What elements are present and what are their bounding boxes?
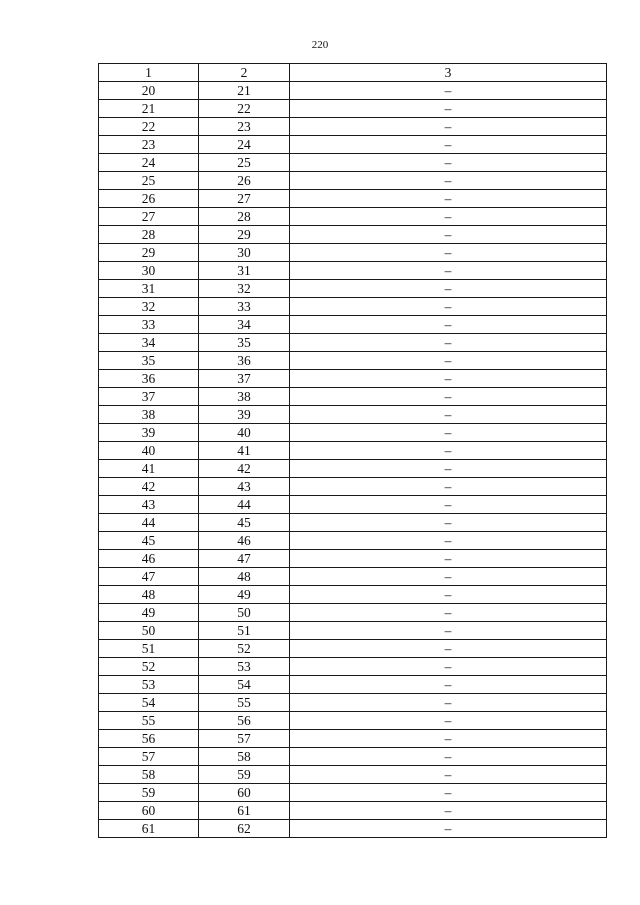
table-cell-col-3: –: [290, 352, 607, 370]
table-cell-col-3: –: [290, 136, 607, 154]
table-cell-col-3: –: [290, 424, 607, 442]
table-row: [99, 586, 607, 604]
table-row: [99, 460, 607, 478]
table-cell-col-3: –: [290, 226, 607, 244]
table-cell-col-1: 37: [99, 388, 199, 406]
table-cell-col-1: 46: [99, 550, 199, 568]
table-cell-col-1: 45: [99, 532, 199, 550]
table-cell-col-1: 24: [99, 154, 199, 172]
table-cell-col-2: 61: [199, 802, 290, 820]
table-cell-col-2: 44: [199, 496, 290, 514]
table-row: [99, 316, 607, 334]
table-cell-col-3: –: [290, 154, 607, 172]
table-cell-col-2: 57: [199, 730, 290, 748]
header-cell-col-1: 1: [99, 64, 199, 82]
table-cell-col-1: 43: [99, 496, 199, 514]
table-cell-col-2: 28: [199, 208, 290, 226]
table-cell-col-3: –: [290, 388, 607, 406]
page-number: 220: [311, 39, 329, 51]
table-cell-col-2: 40: [199, 424, 290, 442]
table-cell-col-1: 33: [99, 316, 199, 334]
table-cell-col-1: 55: [99, 712, 199, 730]
table-cell-col-3: –: [290, 478, 607, 496]
table-cell-col-3: –: [290, 712, 607, 730]
table-cell-col-2: 29: [199, 226, 290, 244]
table-cell-col-2: 53: [199, 658, 290, 676]
data-table: [98, 63, 607, 838]
table-cell-col-3: –: [290, 604, 607, 622]
table-cell-col-2: 50: [199, 604, 290, 622]
table-cell-col-1: 41: [99, 460, 199, 478]
table-cell-col-2: 21: [199, 82, 290, 100]
table-row: [99, 532, 607, 550]
table-body: [99, 64, 607, 838]
table-cell-col-2: 30: [199, 244, 290, 262]
table-cell-col-1: 50: [99, 622, 199, 640]
table-cell-col-1: 49: [99, 604, 199, 622]
table-cell-col-1: 34: [99, 334, 199, 352]
table-row: [99, 748, 607, 766]
table-cell-col-3: –: [290, 514, 607, 532]
table-row: [99, 820, 607, 838]
table-cell-col-1: 52: [99, 658, 199, 676]
table-cell-col-3: –: [290, 550, 607, 568]
table-row: [99, 172, 607, 190]
table-row: [99, 568, 607, 586]
table-cell-col-2: 26: [199, 172, 290, 190]
table-cell-col-3: –: [290, 766, 607, 784]
table-cell-col-3: –: [290, 406, 607, 424]
table-cell-col-3: –: [290, 694, 607, 712]
table-row: [99, 154, 607, 172]
table-cell-col-1: 36: [99, 370, 199, 388]
table-cell-col-1: 26: [99, 190, 199, 208]
table-cell-col-2: 38: [199, 388, 290, 406]
table-header-row: [99, 64, 607, 82]
table-cell-col-3: –: [290, 784, 607, 802]
table-cell-col-2: 22: [199, 100, 290, 118]
table-cell-col-2: 31: [199, 262, 290, 280]
table-row: [99, 766, 607, 784]
table-cell-col-3: –: [290, 496, 607, 514]
table-row: [99, 658, 607, 676]
table-row: [99, 676, 607, 694]
table-cell-col-2: 62: [199, 820, 290, 838]
table-cell-col-2: 59: [199, 766, 290, 784]
table-cell-col-1: 25: [99, 172, 199, 190]
table-cell-col-1: 60: [99, 802, 199, 820]
table-cell-col-3: –: [290, 172, 607, 190]
table-row: [99, 550, 607, 568]
table-row: [99, 262, 607, 280]
table-cell-col-1: 61: [99, 820, 199, 838]
table-row: [99, 208, 607, 226]
table-cell-col-1: 38: [99, 406, 199, 424]
table-row: [99, 784, 607, 802]
table-cell-col-3: –: [290, 280, 607, 298]
table-cell-col-2: 52: [199, 640, 290, 658]
header-cell-col-3: 3: [290, 64, 607, 82]
table-cell-col-2: 27: [199, 190, 290, 208]
header-cell-col-2: 2: [199, 64, 290, 82]
table-cell-col-3: –: [290, 676, 607, 694]
table-cell-col-2: 48: [199, 568, 290, 586]
table-cell-col-1: 42: [99, 478, 199, 496]
table-cell-col-2: 42: [199, 460, 290, 478]
table-cell-col-2: 39: [199, 406, 290, 424]
table-cell-col-3: –: [290, 460, 607, 478]
table-cell-col-3: –: [290, 622, 607, 640]
table-cell-col-1: 29: [99, 244, 199, 262]
table-cell-col-1: 44: [99, 514, 199, 532]
table-cell-col-2: 24: [199, 136, 290, 154]
table-row: [99, 100, 607, 118]
table-cell-col-1: 51: [99, 640, 199, 658]
table-cell-col-1: 21: [99, 100, 199, 118]
table-cell-col-3: –: [290, 442, 607, 460]
table-cell-col-2: 60: [199, 784, 290, 802]
table-cell-col-1: 47: [99, 568, 199, 586]
table-cell-col-1: 20: [99, 82, 199, 100]
table-row: [99, 514, 607, 532]
table-row: [99, 82, 607, 100]
table-cell-col-2: 47: [199, 550, 290, 568]
table-cell-col-1: 28: [99, 226, 199, 244]
table-cell-col-3: –: [290, 802, 607, 820]
table-cell-col-3: –: [290, 334, 607, 352]
table-cell-col-2: 25: [199, 154, 290, 172]
table-cell-col-3: –: [290, 820, 607, 838]
table-row: [99, 352, 607, 370]
table-row: [99, 712, 607, 730]
table-cell-col-2: 46: [199, 532, 290, 550]
table-row: [99, 334, 607, 352]
table-cell-col-2: 45: [199, 514, 290, 532]
table-row: [99, 136, 607, 154]
table-cell-col-3: –: [290, 190, 607, 208]
table-row: [99, 190, 607, 208]
table-row: [99, 298, 607, 316]
table-cell-col-2: 23: [199, 118, 290, 136]
table-cell-col-1: 58: [99, 766, 199, 784]
table-row: [99, 496, 607, 514]
table-cell-col-3: –: [290, 262, 607, 280]
table-cell-col-1: 32: [99, 298, 199, 316]
table-cell-col-3: –: [290, 100, 607, 118]
table-cell-col-3: –: [290, 82, 607, 100]
table-row: [99, 478, 607, 496]
table-cell-col-1: 39: [99, 424, 199, 442]
table-cell-col-3: –: [290, 640, 607, 658]
table-cell-col-3: –: [290, 568, 607, 586]
table-cell-col-2: 54: [199, 676, 290, 694]
table-row: [99, 730, 607, 748]
table-cell-col-1: 56: [99, 730, 199, 748]
table-cell-col-3: –: [290, 208, 607, 226]
table-cell-col-2: 36: [199, 352, 290, 370]
table-cell-col-2: 34: [199, 316, 290, 334]
table-row: [99, 244, 607, 262]
table-cell-col-2: 55: [199, 694, 290, 712]
table-cell-col-1: 48: [99, 586, 199, 604]
table-cell-col-1: 35: [99, 352, 199, 370]
table-row: [99, 226, 607, 244]
table-cell-col-3: –: [290, 730, 607, 748]
table-cell-col-1: 22: [99, 118, 199, 136]
table-cell-col-1: 53: [99, 676, 199, 694]
table-cell-col-2: 56: [199, 712, 290, 730]
table-cell-col-1: 30: [99, 262, 199, 280]
table-cell-col-2: 41: [199, 442, 290, 460]
table-cell-col-2: 37: [199, 370, 290, 388]
table-row: [99, 622, 607, 640]
table-cell-col-1: 27: [99, 208, 199, 226]
table-cell-col-2: 49: [199, 586, 290, 604]
table-row: [99, 694, 607, 712]
table-cell-col-3: –: [290, 658, 607, 676]
table-cell-col-3: –: [290, 748, 607, 766]
table-row: [99, 280, 607, 298]
table-cell-col-2: 43: [199, 478, 290, 496]
table-cell-col-2: 35: [199, 334, 290, 352]
table-row: [99, 406, 607, 424]
table-cell-col-2: 51: [199, 622, 290, 640]
table-row: [99, 388, 607, 406]
table-cell-col-3: –: [290, 370, 607, 388]
table-cell-col-1: 59: [99, 784, 199, 802]
table-cell-col-3: –: [290, 298, 607, 316]
table-row: [99, 802, 607, 820]
table-cell-col-1: 31: [99, 280, 199, 298]
table-row: [99, 118, 607, 136]
table-row: [99, 424, 607, 442]
table-cell-col-3: –: [290, 586, 607, 604]
table-cell-col-1: 40: [99, 442, 199, 460]
table-cell-col-1: 57: [99, 748, 199, 766]
table-row: [99, 640, 607, 658]
table-cell-col-1: 23: [99, 136, 199, 154]
table-row: [99, 442, 607, 460]
table-cell-col-2: 33: [199, 298, 290, 316]
table-row: [99, 604, 607, 622]
table-cell-col-1: 54: [99, 694, 199, 712]
table-cell-col-2: 32: [199, 280, 290, 298]
table-cell-col-3: –: [290, 316, 607, 334]
table-cell-col-3: –: [290, 244, 607, 262]
table-cell-col-3: –: [290, 118, 607, 136]
table-cell-col-3: –: [290, 532, 607, 550]
table-row: [99, 370, 607, 388]
table-cell-col-2: 58: [199, 748, 290, 766]
